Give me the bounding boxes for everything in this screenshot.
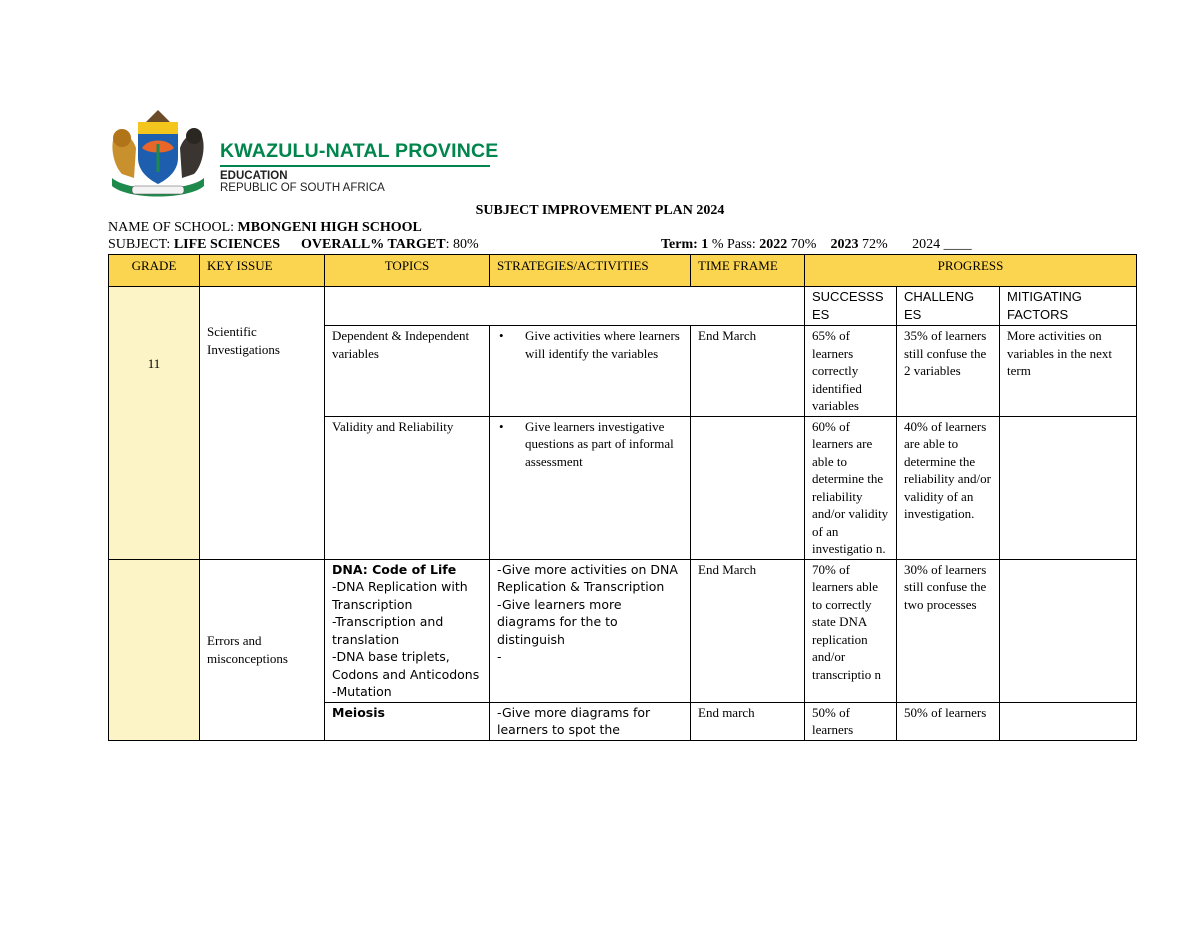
strategy-line: -Give learners more diagrams for the to distinguish: [497, 596, 622, 647]
header-progress: PROGRESS: [805, 255, 1137, 287]
grade-cell: 11: [109, 287, 200, 560]
header-key-issue: KEY ISSUE: [200, 255, 325, 287]
term-info: [661, 237, 972, 253]
successes-cell: 50% of learners: [805, 702, 897, 740]
topic-line: -DNA Replication with Transcription: [332, 579, 468, 612]
challenges-cell: 50% of learners: [897, 702, 1000, 740]
topic-line: -Mutation: [332, 684, 392, 699]
school-line: [108, 220, 422, 236]
term-label: Term: 1: [661, 237, 709, 252]
topic-title: DNA: Code of Life: [332, 561, 457, 577]
blank-cell: [325, 287, 805, 326]
logo-text: [220, 140, 498, 195]
subject-label: SUBJECT:: [108, 237, 174, 252]
strategy-line: -Give more diagrams for learners to spot the: [497, 704, 651, 737]
pass-label: % Pass:: [708, 237, 760, 252]
target-label: OVERALL% TARGET: [301, 237, 446, 252]
mitigating-cell: More activities on variables in the next term: [1000, 326, 1137, 417]
topic-line: -DNA base triplets, Codons and Anticodons: [332, 649, 480, 682]
successes-cell: 65% of learners correctly identified variables: [805, 326, 897, 417]
table-row: [109, 287, 1137, 326]
challenges-cell: 40% of learners are able to determine the reliability and/or validity of an investigation.: [897, 416, 1000, 559]
grade-cell-continued: [109, 559, 200, 740]
strategy-cell: [490, 326, 691, 417]
mitigating-cell: [1000, 559, 1137, 702]
key-issue-cell: Errors and misconceptions: [200, 559, 325, 740]
department-logo: [108, 108, 498, 198]
strategy-line: -: [497, 649, 502, 664]
logo-divider: [220, 165, 490, 167]
country-name: REPUBLIC OF SOUTH AFRICA: [220, 182, 385, 194]
challenges-cell: 35% of learners still confuse the 2 variables: [897, 326, 1000, 417]
subject-line: [108, 237, 1138, 253]
subject-name: LIFE SCIENCES: [173, 237, 281, 252]
time-frame-cell: End march: [691, 702, 805, 740]
mitigating-cell: [1000, 702, 1137, 740]
key-issue-cell: Scientific Investigations: [200, 287, 325, 560]
bullet-icon: •: [499, 328, 504, 343]
province-name: KWAZULU-NATAL PROVINCE: [220, 140, 499, 162]
subheader-mitigating: MITIGATING FACTORS: [1000, 287, 1137, 326]
header-grade: GRADE: [109, 255, 200, 287]
subheader-successes: SUCCESSS ES: [805, 287, 897, 326]
topic-line: -Transcription and translation: [332, 614, 444, 647]
department-name: EDUCATION: [220, 170, 288, 182]
time-frame-cell: [691, 416, 805, 559]
target-value: : 80%: [445, 237, 479, 252]
strategy-line: -Give more activities on DNA Replication & Transcription: [497, 561, 678, 594]
header-time-frame: TIME FRAME: [691, 255, 805, 287]
topic-cell: Validity and Reliability: [325, 416, 490, 559]
mitigating-cell: [1000, 416, 1137, 559]
pass-2023: 72%: [858, 237, 888, 252]
table-header-row: [109, 255, 1137, 287]
topic-cell: Meiosis: [325, 702, 490, 740]
topic-cell: Dependent & Independent variables: [325, 326, 490, 417]
pass-2022: 70%: [787, 237, 817, 252]
subheader-challenges: CHALLENG ES: [897, 287, 1000, 326]
strategy-text: Give activities where learners will identify the variables: [525, 328, 680, 361]
header-strategies: STRATEGIES/ACTIVITIES: [490, 255, 691, 287]
year-2023: 2023: [830, 237, 859, 252]
strategy-cell: [490, 559, 691, 702]
header-topics: TOPICS: [325, 255, 490, 287]
successes-cell: 60% of learners are able to determine the reliability and/or validity of an investigatio n.: [805, 416, 897, 559]
table-row: [109, 559, 1137, 702]
time-frame-cell: End March: [691, 326, 805, 417]
strategy-text: Give learners investigative questions as part of informal assessment: [525, 418, 674, 469]
time-frame-cell: End March: [691, 559, 805, 702]
successes-cell: 70% of learners able to correctly state DNA replication and/or transcriptio n: [805, 559, 897, 702]
topic-cell: [325, 559, 490, 702]
document-title: SUBJECT IMPROVEMENT PLAN 2024: [475, 203, 725, 218]
school-label: NAME OF SCHOOL:: [108, 220, 238, 235]
strategy-cell: [490, 702, 691, 740]
school-name: MBONGENI HIGH SCHOOL: [237, 220, 422, 235]
coat-of-arms-icon: [108, 108, 208, 200]
bullet-icon: •: [499, 418, 504, 434]
improvement-plan-table: [108, 254, 1137, 741]
challenges-cell: 30% of learners still confuse the two processes: [897, 559, 1000, 702]
strategy-cell: [490, 416, 691, 559]
year-2024: 2024 ____: [912, 237, 972, 252]
year-2022: 2022: [759, 237, 788, 252]
